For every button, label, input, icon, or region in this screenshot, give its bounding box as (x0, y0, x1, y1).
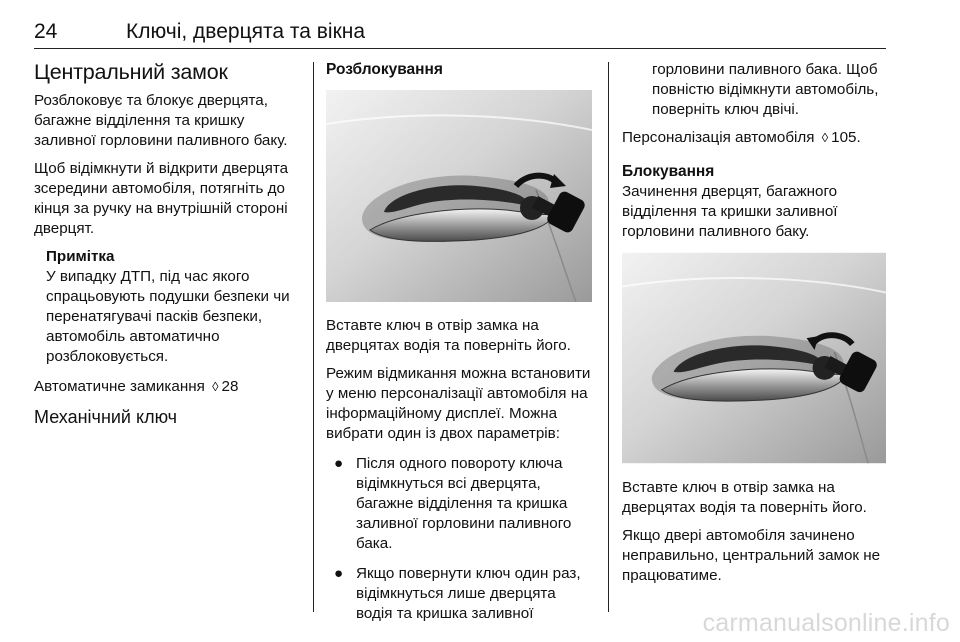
paragraph: Вставте ключ в отвір замка на дверцятах водія та поверніть його. (326, 317, 571, 354)
paragraph: Розблоковує та блокує дверцята, багажне відділення та кришку заливної горловини паливного баку. (34, 92, 288, 149)
column-1 (34, 60, 302, 427)
note (34, 247, 302, 367)
paragraph: Зачинення дверцят, багажного відділення та кришки заливної горловини паливного баку. (622, 183, 838, 240)
column-2 (326, 60, 594, 632)
cross-reference[interactable] (34, 377, 302, 397)
list-item (326, 564, 594, 624)
door-handle-unlock-illustration (326, 90, 594, 302)
subsection-title: Механічний ключ (34, 407, 178, 427)
bullet-icon: ● (334, 565, 344, 582)
column-divider (313, 62, 314, 612)
list-item-text: Після одного повороту ключа відімкнуться всі дверцята, багажне відділення та кришка заливної горловини паливного бака. (356, 455, 572, 552)
column-3 (622, 60, 886, 594)
paragraph: Режим відмикання можна встановити у меню персоналізації автомобіля на інформаційному дисплеї. Можна вибрати один із двох параметрів: (326, 365, 591, 442)
list-item (326, 454, 594, 554)
cross-reference[interactable] (622, 128, 886, 148)
page-number: 24 (34, 20, 58, 43)
list-item-continuation: горловини паливного бака. Щоб повністю відімкнути автомобіль, поверніть ключ двічі. (652, 61, 879, 118)
section-heading: Розблокування (326, 61, 443, 78)
page-ref-icon: ◊ (212, 379, 219, 394)
bullet-icon: ● (334, 455, 344, 472)
cross-reference-page: 105. (831, 129, 861, 146)
option-list (326, 454, 594, 624)
cross-reference-page: 28 (221, 378, 239, 395)
page-ref-icon: ◊ (821, 130, 829, 145)
note-text: У випадку ДТП, під час якого спрацьовують подушки безпеки чи перенатягувачі пасків безпеки, автомобіль автоматично розблоковується. (46, 268, 290, 365)
cross-reference-text: Персоналізація автомобіля (622, 129, 815, 146)
cross-reference-text: Автоматичне замикання (34, 378, 205, 395)
door-handle-lock-illustration (622, 252, 890, 464)
section-heading: Блокування (622, 163, 715, 180)
watermark: carmanualsonline.info (702, 609, 950, 637)
section-title: Центральний замок (34, 60, 228, 84)
list-item-text: Якщо повернути ключ один раз, відімкнуться лише дверцята водія та кришка заливної (356, 565, 581, 622)
page-header (34, 16, 886, 49)
column-divider (608, 62, 609, 612)
paragraph: Якщо двері автомобіля зачинено неправильно, центральний замок не працюватиме. (622, 527, 881, 584)
page-title: Ключі, дверцята та вікна (126, 20, 366, 43)
paragraph: Вставте ключ в отвір замка на дверцятах водія та поверніть його. (622, 479, 867, 516)
note-heading: Примітка (46, 248, 115, 265)
paragraph: Щоб відімкнути й відкрити дверцята зсередини автомобіля, потягніть до кінця за ручку на внутрішній стороні дверцят. (34, 160, 289, 237)
